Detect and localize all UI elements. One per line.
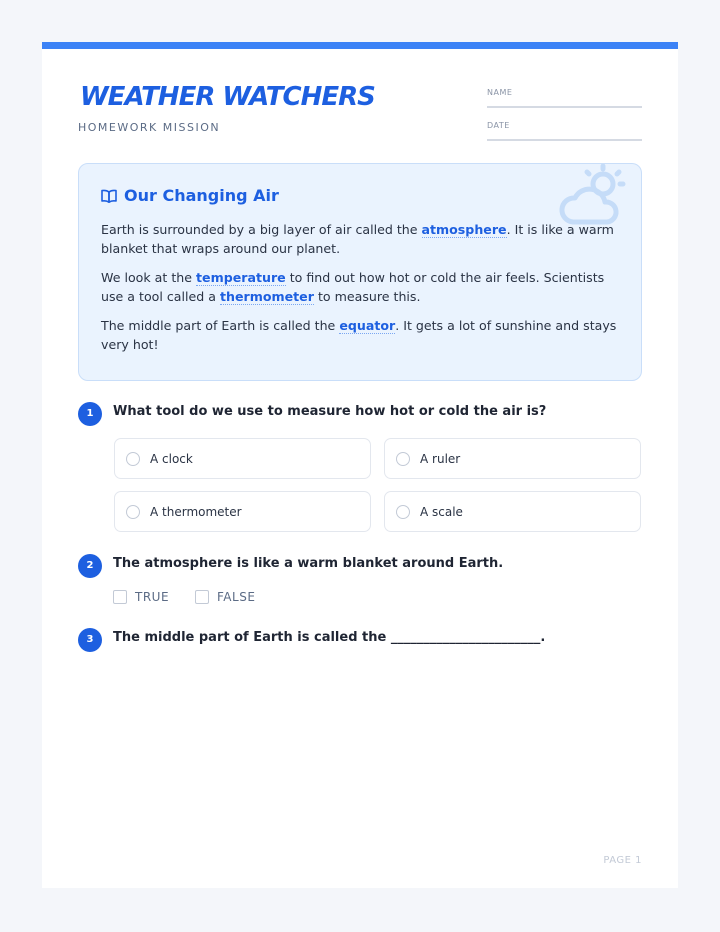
question-1-text: What tool do we use to measure how hot or cold the air is? <box>113 404 547 419</box>
question-2-number: 2 <box>78 554 102 578</box>
para-text: The middle part of Earth is called the <box>101 318 340 333</box>
option-label: A thermometer <box>150 504 242 519</box>
date-field[interactable] <box>487 121 642 141</box>
page-subtitle: HOMEWORK MISSION <box>78 121 221 134</box>
false-checkbox[interactable] <box>195 590 209 604</box>
false-choice[interactable] <box>195 590 255 604</box>
radio-button[interactable] <box>396 452 410 466</box>
page-number: PAGE 1 <box>603 855 642 866</box>
book-icon <box>101 189 117 203</box>
true-label: TRUE <box>135 590 170 604</box>
worksheet-page <box>42 42 678 888</box>
option-d-scale[interactable] <box>384 491 641 532</box>
para-text: . It gets a lot of sunshine and stays very hot! <box>101 318 617 352</box>
false-label: FALSE <box>217 590 256 604</box>
question-1-number: 1 <box>78 402 102 426</box>
name-field-label: NAME <box>487 88 513 97</box>
vocab-term-atmosphere: atmosphere <box>421 222 507 237</box>
para-text: Earth is surrounded by a big layer of air called the <box>101 222 422 237</box>
vocab-term-temperature: temperature <box>196 270 286 285</box>
radio-button[interactable] <box>396 505 410 519</box>
question-3-text: The middle part of Earth is called the _______________________. <box>113 630 546 645</box>
option-c-thermometer[interactable] <box>114 491 371 532</box>
option-label: A ruler <box>420 451 461 466</box>
info-body <box>101 220 621 364</box>
vocab-term-thermometer: thermometer <box>219 289 314 304</box>
info-title: Our Changing Air <box>124 186 279 205</box>
radio-button[interactable] <box>126 452 140 466</box>
para-text: . It is like a warm blanket that wraps around our planet. <box>101 222 614 256</box>
name-field[interactable] <box>487 88 642 108</box>
date-field-label: DATE <box>487 121 510 130</box>
radio-button[interactable] <box>126 505 140 519</box>
info-paragraph-atmosphere <box>101 220 621 258</box>
para-text: to measure this. <box>313 289 421 304</box>
option-a-clock[interactable] <box>114 438 371 479</box>
info-paragraph-temperature <box>101 268 621 306</box>
info-heading <box>101 186 279 205</box>
option-b-ruler[interactable] <box>384 438 641 479</box>
question-3-number: 3 <box>78 628 102 652</box>
option-label: A scale <box>420 504 463 519</box>
option-label: A clock <box>150 451 193 466</box>
true-choice[interactable] <box>113 590 169 604</box>
para-text: We look at the <box>101 270 197 285</box>
vocab-term-equator: equator <box>339 318 396 333</box>
page-title: WEATHER WATCHERS <box>80 82 375 112</box>
true-checkbox[interactable] <box>113 590 127 604</box>
top-accent-bar <box>42 42 678 49</box>
info-box <box>78 163 642 381</box>
question-2-text: The atmosphere is like a warm blanket around Earth. <box>113 556 504 571</box>
info-paragraph-equator <box>101 316 621 354</box>
para-text: to find out how hot or cold the air feels. Scientists use a tool called a <box>101 270 605 304</box>
